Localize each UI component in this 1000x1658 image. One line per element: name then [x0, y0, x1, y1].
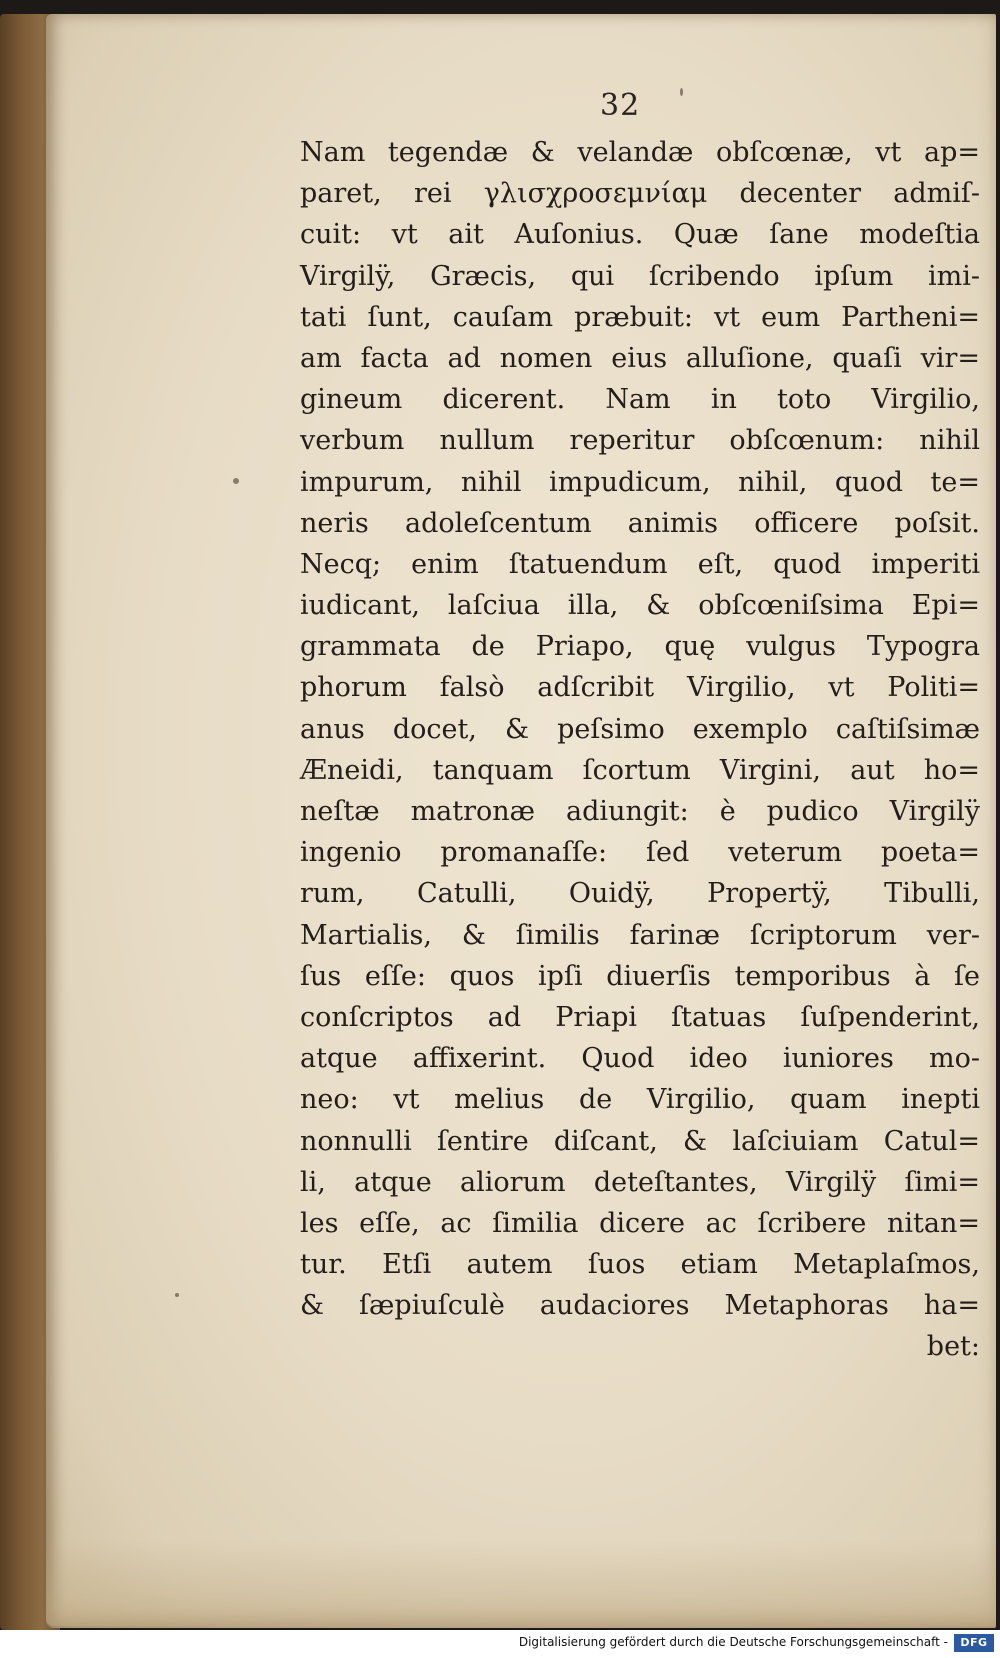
footer-credit: Digitalisierung gefördert durch die Deutsche Forschungsgemeinschaft -: [518, 1635, 948, 1649]
text-line: bet:: [926, 1331, 980, 1363]
text-line: verbum nullum reperitur obſcœnum: nihil: [300, 425, 980, 457]
text-line: neſtæ matronæ adiungit: è pudico Virgilÿ: [300, 796, 980, 827]
dfg-logo: DFG: [954, 1634, 994, 1652]
text-line: neo: vt melius de Virgilio, quam inepti: [300, 1084, 980, 1116]
text-line: impurum, nihil impudicum, nihil, quod te=: [300, 466, 980, 498]
text-line: neris adoleſcentum animis officere poſsit.: [300, 507, 980, 539]
page-lower-edge: [46, 1540, 996, 1626]
text-line: & ſæpiuſculè audaciores Metaphoras ha=: [300, 1290, 980, 1322]
page-text: [300, 132, 980, 1368]
text-line: rum, Catulli, Ouidÿ, Propertÿ, Tibulli,: [300, 878, 980, 910]
text-line: grammata de Priapo, quę vulgus Typogra: [300, 631, 980, 663]
text-line: gineum dicerent. Nam in toto Virgilio,: [300, 384, 980, 416]
text-line: iudicant, laſciua illa, & obſcœniſsima Epi=: [300, 590, 980, 622]
text-line: tati ſunt, cauſam præbuit: vt eum Partheni=: [300, 301, 980, 333]
text-line: Nam tegendæ & velandæ obſcœnæ, vt ap=: [300, 137, 980, 168]
text-line: Virgilÿ, Græcis, qui ſcribendo ipſum imi-: [300, 260, 980, 292]
page-number: 32: [600, 88, 641, 123]
text-line: les eſſe, ac ſimilia dicere ac ſcribere nitan=: [300, 1207, 980, 1239]
text-line: cuit: vt ait Auſonius. Quæ ſane modeſtia: [300, 219, 980, 251]
text-line: paret, rei γλισχροσεμνίαμ decenter admiſ-: [300, 178, 980, 210]
text-line: phorum falsò adſcribit Virgilio, vt Politi=: [300, 672, 980, 704]
ink-speck: [680, 88, 683, 96]
ink-speck: [233, 478, 239, 484]
text-line: anus docet, & peſsimo exemplo caſtiſsimæ: [300, 713, 980, 745]
text-line: atque affixerint. Quod ideo iuniores mo-: [300, 1043, 980, 1075]
ink-speck: [175, 1293, 179, 1297]
text-line: Martialis, & ſimilis farinæ ſcriptorum ver-: [300, 919, 980, 951]
text-line: Æneidi, tanquam ſcortum Virgini, aut ho=: [300, 754, 980, 786]
text-line: nonnulli ſentire diſcant, & laſciuiam Catul=: [300, 1125, 980, 1157]
text-line: conſcriptos ad Priapi ſtatuas ſuſpenderint,: [300, 1001, 980, 1033]
text-line: ingenio promanaſſe: ſed veterum poeta=: [300, 837, 980, 869]
text-line: ſus eſſe: quos ipſi diuerſis temporibus à ſe: [300, 960, 980, 992]
text-line: li, atque aliorum deteſtantes, Virgilÿ ſimi=: [300, 1166, 980, 1198]
text-line: Necq; enim ſtatuendum eſt, quod imperiti: [300, 548, 980, 580]
text-line: am facta ad nomen eius alluſione, quaſi vir=: [300, 342, 980, 374]
text-line: tur. Etſi autem ſuos etiam Metaplaſmos,: [300, 1249, 980, 1281]
